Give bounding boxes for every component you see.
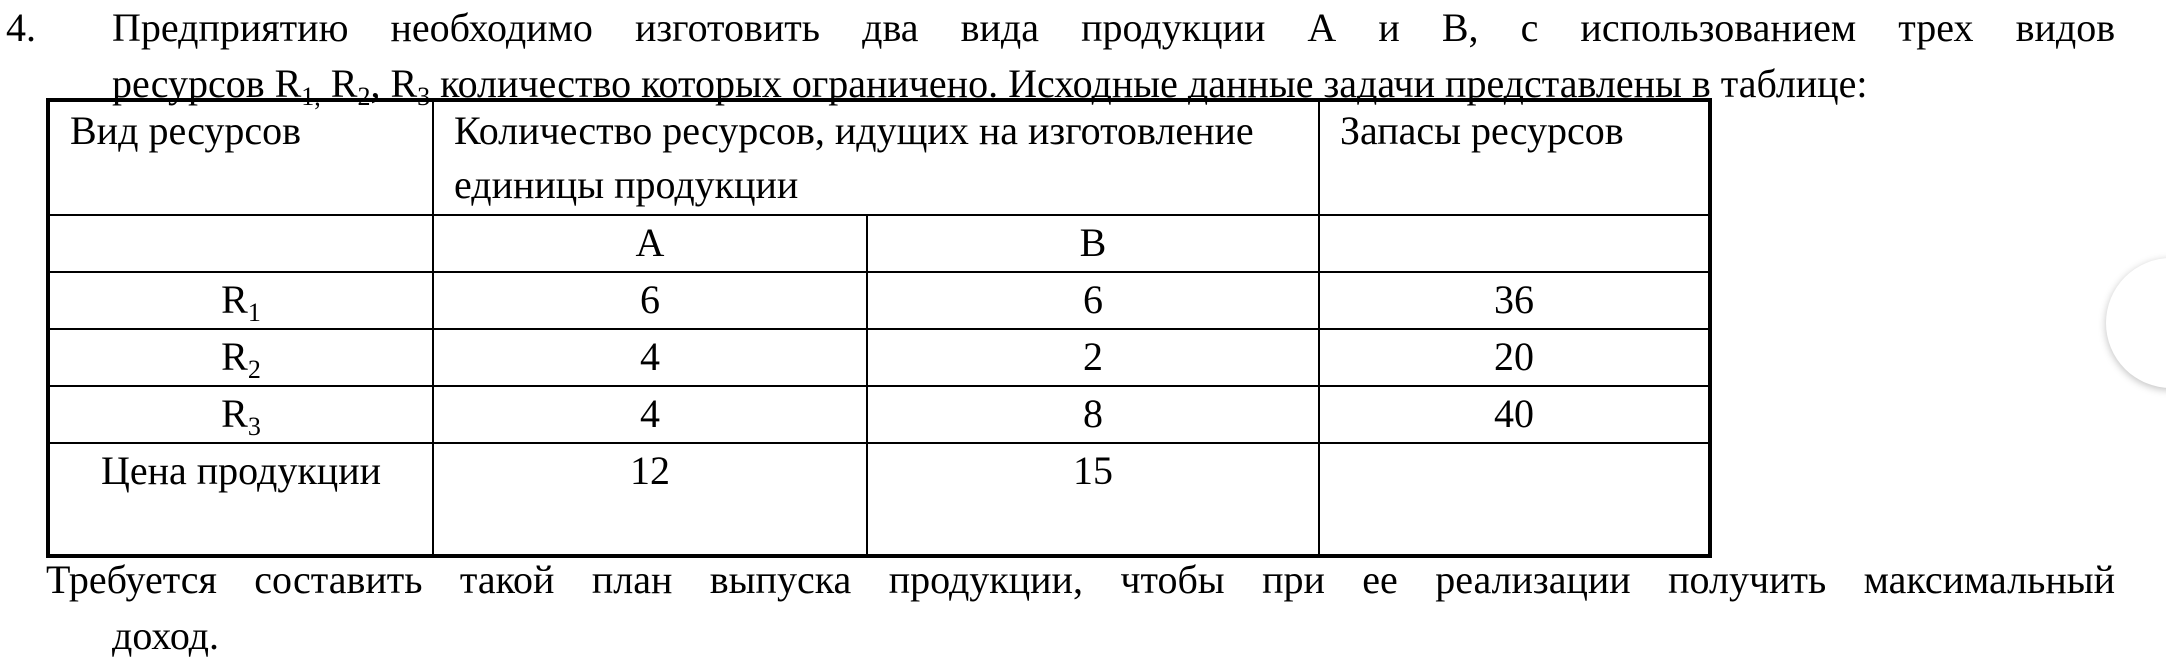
cell-stock: 20 bbox=[1319, 329, 1710, 386]
conclusion-line-2: доход. bbox=[112, 613, 220, 658]
price-stock-empty bbox=[1319, 443, 1710, 556]
subheader-product-a: А bbox=[433, 215, 867, 272]
resource-label: $R_1$ bbox=[48, 272, 433, 329]
intro-line-2: ресурсов $R_{1,}$ $R_2$, $R_3$ количество которых ограничено. Исходные данные задачи представлены в таблице: bbox=[112, 61, 1868, 111]
problem-conclusion bbox=[46, 552, 2115, 664]
resource-label: $R_2$ bbox=[48, 329, 433, 386]
table-header-row bbox=[48, 100, 1710, 215]
header-resource-quantity: Количество ресурсов, идущих на изготовление единицы продукции bbox=[433, 100, 1319, 215]
floating-edge-button[interactable] bbox=[2106, 258, 2166, 388]
table-row bbox=[48, 329, 1710, 386]
cell-stock: 36 bbox=[1319, 272, 1710, 329]
price-label: Цена продукции bbox=[48, 443, 433, 556]
cell-stock: 40 bbox=[1319, 386, 1710, 443]
cell-product-a: 4 bbox=[433, 329, 867, 386]
cell-product-b: 6 bbox=[867, 272, 1319, 329]
problem-statement bbox=[0, 0, 2115, 112]
table-row bbox=[48, 272, 1710, 329]
problem-intro bbox=[0, 0, 2115, 112]
cell-product-b: 2 bbox=[867, 329, 1319, 386]
problem-number: 4. bbox=[6, 5, 36, 50]
table-price-row bbox=[48, 443, 1710, 556]
resource-table bbox=[46, 98, 1712, 558]
table-subheader-row bbox=[48, 215, 1710, 272]
cell-product-a: 6 bbox=[433, 272, 867, 329]
resource-label: $R_3$ bbox=[48, 386, 433, 443]
cell-product-a: 4 bbox=[433, 386, 867, 443]
price-product-b: 15 bbox=[867, 443, 1319, 556]
subheader-empty-cell bbox=[48, 215, 433, 272]
table-row bbox=[48, 386, 1710, 443]
subheader-product-b: В bbox=[867, 215, 1319, 272]
header-resource-stock: Запасы ресурсов bbox=[1319, 100, 1710, 215]
price-product-a: 12 bbox=[433, 443, 867, 556]
conclusion-line-1: Требуется составить такой план выпуска продукции, чтобы при ее реализации получить максимальный bbox=[46, 557, 2116, 602]
cell-product-b: 8 bbox=[867, 386, 1319, 443]
subheader-empty-stock bbox=[1319, 215, 1710, 272]
header-resource-type: Вид ресурсов bbox=[48, 100, 433, 215]
intro-line-1: Предприятию необходимо изготовить два вида продукции А и В, с использованием трех видов bbox=[112, 5, 2116, 50]
